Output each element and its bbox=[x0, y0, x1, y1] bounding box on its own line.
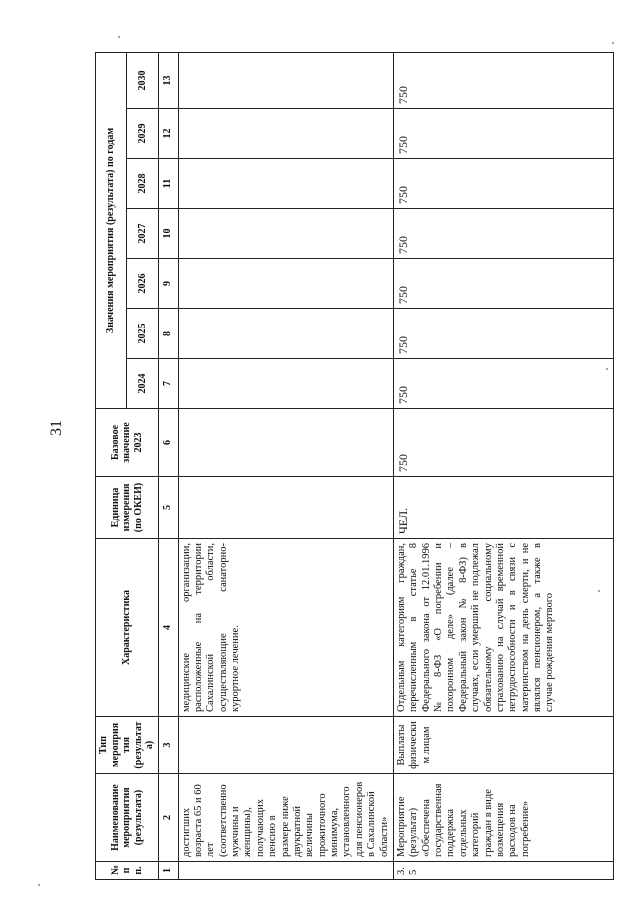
column-number: 9 bbox=[158, 259, 178, 309]
header-characteristic: Характеристика bbox=[96, 539, 159, 717]
header-base-value: Базовое значение 2023 bbox=[96, 409, 159, 477]
row-type bbox=[178, 717, 393, 774]
row-value: 750 bbox=[393, 109, 613, 159]
row-value: 750 bbox=[393, 309, 613, 359]
row-unit bbox=[178, 477, 393, 539]
header-year: 2027 bbox=[127, 209, 158, 259]
header-unit: Единица измерения (по ОКЕИ) bbox=[96, 477, 159, 539]
column-number: 8 bbox=[158, 309, 178, 359]
row-value: 750 bbox=[393, 159, 613, 209]
column-number: 3 bbox=[158, 717, 178, 774]
events-table bbox=[95, 52, 614, 880]
row-value bbox=[178, 259, 393, 309]
row-unit: ЧЕЛ. bbox=[393, 477, 613, 539]
table-row bbox=[393, 52, 613, 879]
header-name: Наименование мероприятия (результата) bbox=[96, 774, 159, 862]
row-num bbox=[178, 862, 393, 880]
column-number: 13 bbox=[158, 52, 178, 108]
row-value bbox=[178, 159, 393, 209]
column-number: 6 bbox=[158, 409, 178, 477]
page-number: 31 bbox=[48, 420, 65, 436]
header-year: 2029 bbox=[127, 109, 158, 159]
row-value bbox=[178, 209, 393, 259]
row-type: Выплаты физическим лицам bbox=[393, 717, 613, 774]
scan-speck bbox=[598, 590, 600, 592]
row-name: Мероприятие (результат) «Обеспечена государственная поддержка отдельных категорий граждан в виде возмещения расходов на погребение» bbox=[393, 774, 613, 862]
header-values-by-year: Значения мероприятия (результата) по годам bbox=[96, 52, 127, 408]
row-value bbox=[178, 52, 393, 108]
column-number: 5 bbox=[158, 477, 178, 539]
column-number: 12 bbox=[158, 109, 178, 159]
column-number: 1 bbox=[158, 862, 178, 880]
row-num: 3.5 bbox=[393, 862, 613, 880]
row-value bbox=[178, 309, 393, 359]
row-value bbox=[178, 109, 393, 159]
row-name: достигших возраста 65 и 60 лет (соответственно мужчины и женщины), получающих пенсию в размере ниже двукратной величины прожиточного минимума, установленного для пенсионеров в Сахалинской области» bbox=[178, 774, 393, 862]
column-number: 7 bbox=[158, 359, 178, 409]
scan-speck bbox=[118, 36, 120, 38]
table-row bbox=[178, 52, 393, 879]
row-value bbox=[178, 359, 393, 409]
header-year: 2028 bbox=[127, 159, 158, 209]
scan-speck bbox=[606, 368, 608, 370]
header-year: 2026 bbox=[127, 259, 158, 309]
row-base bbox=[178, 409, 393, 477]
row-value: 750 bbox=[393, 52, 613, 108]
row-value: 750 bbox=[393, 209, 613, 259]
row-value: 750 bbox=[393, 259, 613, 309]
row-base: 750 bbox=[393, 409, 613, 477]
header-year: 2030 bbox=[127, 52, 158, 108]
column-number: 4 bbox=[158, 539, 178, 717]
row-value: 750 bbox=[393, 359, 613, 409]
column-number: 10 bbox=[158, 209, 178, 259]
row-characteristic: медицинские организации, расположенные на территории Сахалинской области, осуществляющие санаторно-курортное лечение. bbox=[178, 539, 393, 717]
row-characteristic: Отдельным категориям граждан, перечисленным в статье 8 Федерального закона от 12.01.1996 № 8-ФЗ «О погребении и похоронном деле» (далее – Федеральный закон № 8-ФЗ) в случаях, если умерший не подлежал обязательному социальному страхованию на случай временной нетрудоспособности и в связи с материнством на день смерти, и не являлся пенсионером, а также в случае рождения мертвого bbox=[393, 539, 613, 717]
header-year: 2025 bbox=[127, 309, 158, 359]
rotated-table-page bbox=[95, 53, 595, 880]
column-number: 2 bbox=[158, 774, 178, 862]
header-year: 2024 bbox=[127, 359, 158, 409]
header-type: Тип мероприятия (результата) bbox=[96, 717, 159, 774]
column-number: 11 bbox=[158, 159, 178, 209]
scan-speck bbox=[38, 884, 40, 886]
header-num: № пп. bbox=[96, 862, 159, 880]
scan-speck bbox=[612, 42, 614, 44]
